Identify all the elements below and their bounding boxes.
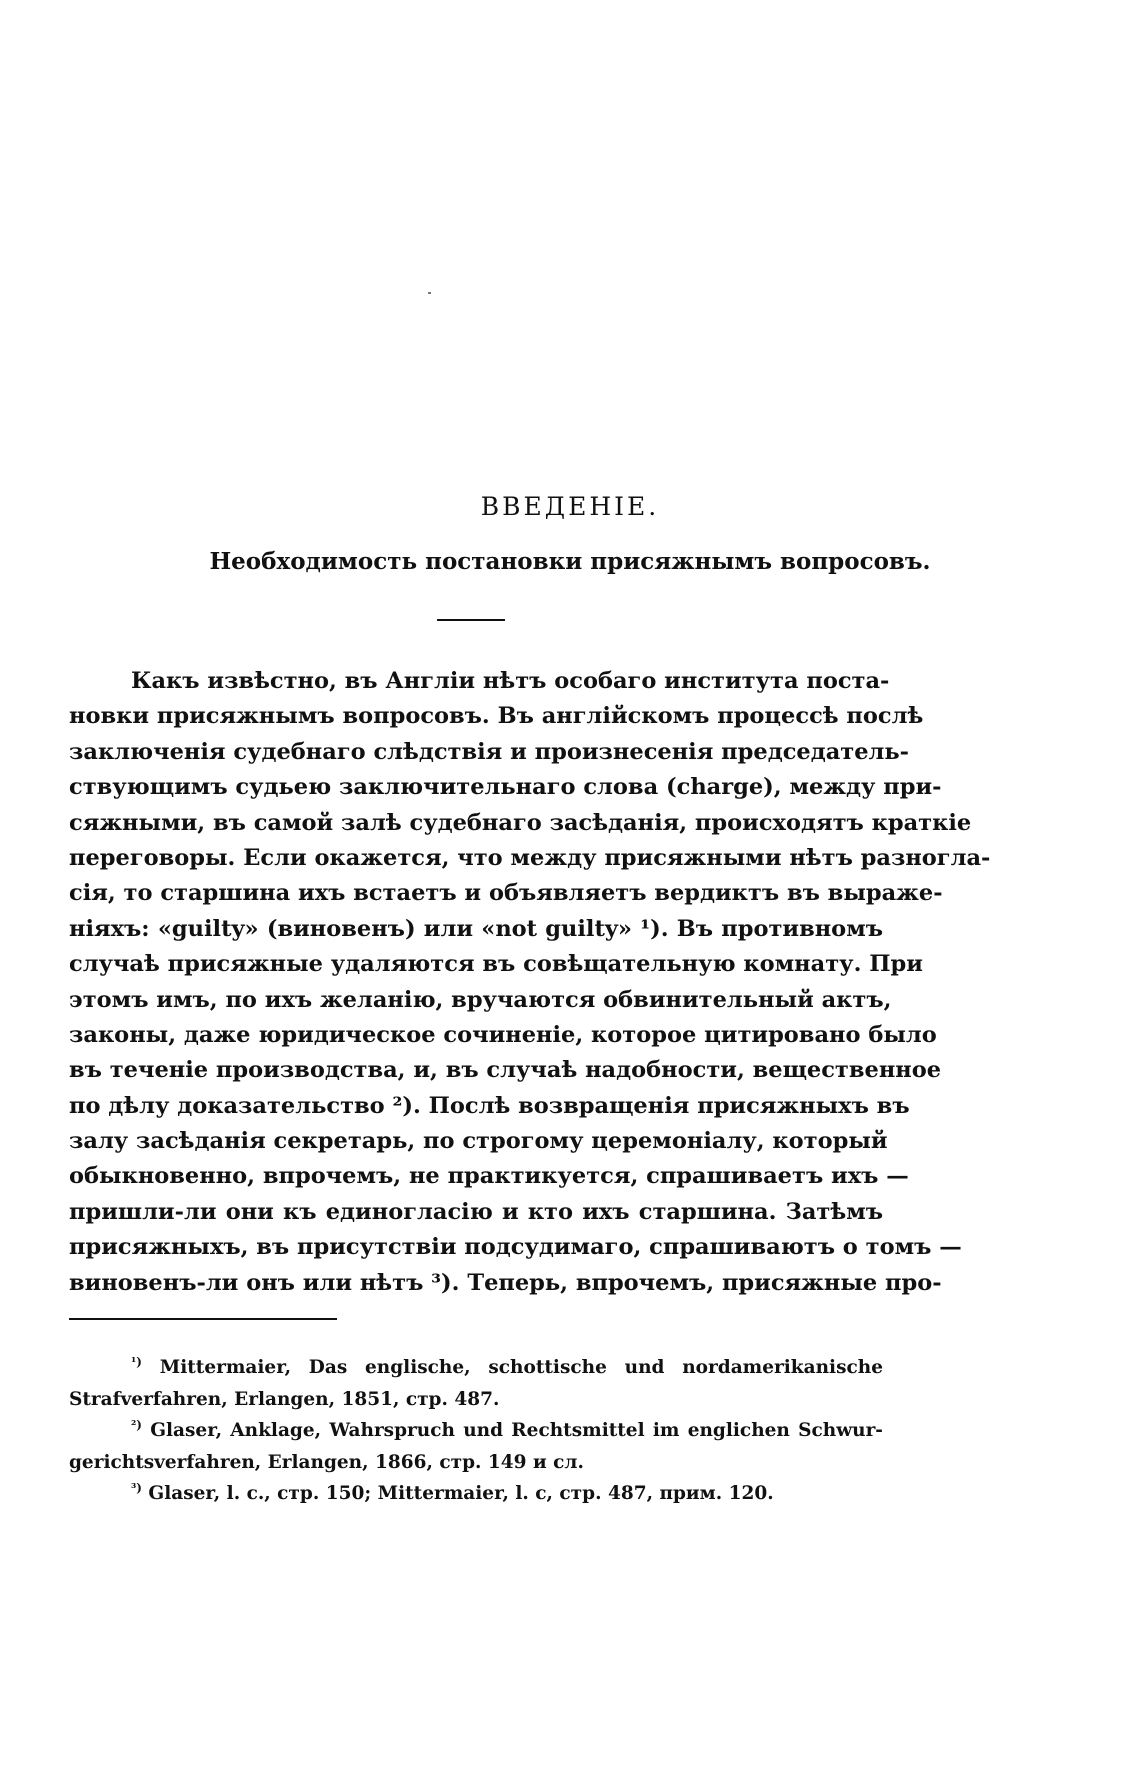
text-line: сяжными, въ самой залѣ судебнаго засѣданія, происходятъ краткіе [69,809,972,836]
text-line: новки присяжнымъ вопросовъ. Въ англійскомъ процессѣ послѣ [69,703,924,730]
text-line: случаѣ присяжные удаляются въ совѣщательную комнату. При [69,951,923,978]
text-line: заключенія судебнаго слѣдствія и произнесенія председатель- [69,738,910,765]
text-line: виновенъ-ли онъ или нѣтъ ³). Теперь, впрочемъ, присяжные про- [69,1269,942,1296]
text-line: по дѣлу доказательство ²). Послѣ возвращенія присяжныхъ въ [69,1092,910,1119]
footnote-2 [69,1415,883,1447]
text-line: сія, то старшина ихъ встаетъ и объявляетъ вердиктъ въ выраже- [69,880,943,907]
text-line: Какъ извѣстно, въ Англіи нѣтъ особаго института поста- [131,668,890,694]
footnote-marker: ³) [131,1480,142,1495]
footnote-text: Glaser, l. c., стр. 150; Mittermaier, l. c, стр. 487, прим. 120. [148,1483,774,1504]
footnote-3 [69,1478,883,1510]
footnote-text: Mittermaier, Das englische, schottische und nordamerikanische [159,1357,883,1378]
print-speck [428,292,431,294]
footnote-text: Glaser, Anklage, Wahrspruch und Rechtsmittel im englichen Schwur- [150,1420,883,1441]
text-line: ствующимъ судьею заключительнаго слова (charge), между при- [69,774,942,801]
footnote-1 [69,1352,883,1384]
text-line: залу засѣданія секретарь, по строгому церемоніалу, который [69,1128,888,1155]
text-line: въ теченіе производства, и, въ случаѣ надобности, вещественное [69,1057,942,1084]
chapter-heading: ВВЕДЕНІЕ. [480,492,660,521]
body-paragraph [69,664,991,1301]
text-line: ніяхъ: «guilty» (виновенъ) или «not guilty» ¹). Въ противномъ [69,915,883,942]
title-divider [437,619,505,621]
footnotes [69,1352,883,1510]
footnote-marker: ¹) [131,1354,142,1369]
footnote-2-continuation: gerichtsverfahren, Erlangen, 1866, стр. 149 и сл. [69,1451,584,1473]
footnote-1-continuation: Strafverfahren, Erlangen, 1851, стр. 487. [69,1388,500,1410]
chapter-subtitle: Необходимость постановки присяжнымъ вопросовъ. [209,548,931,575]
footnote-divider [69,1318,337,1320]
footnote-marker: ²) [131,1417,142,1432]
text-line: обыкновенно, впрочемъ, не практикуется, спрашиваетъ ихъ — [69,1163,909,1190]
text-line: переговоры. Если окажется, что между присяжными нѣтъ разногла- [69,844,991,871]
text-line: присяжныхъ, въ присутствіи подсудимаго, спрашиваютъ о томъ — [69,1234,962,1261]
text-line: пришли-ли они къ единогласію и кто ихъ старшина. Затѣмъ [69,1198,883,1225]
text-line: этомъ имъ, по ихъ желанію, вручаются обвинительный актъ, [69,986,892,1013]
text-line: законы, даже юридическое сочиненіе, которое цитировано было [69,1021,937,1048]
